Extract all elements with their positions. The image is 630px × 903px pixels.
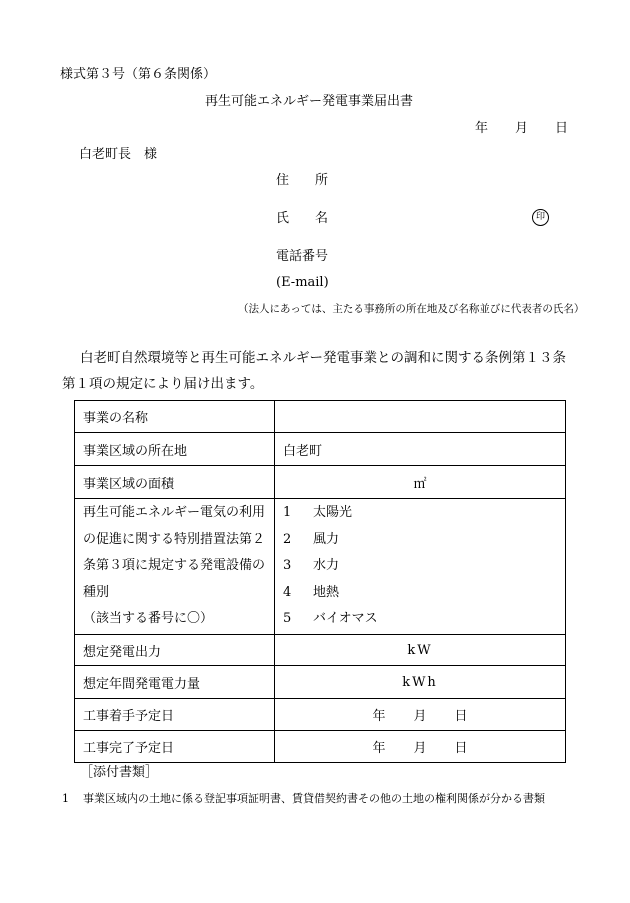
facility-type-label-line: 種別 — [83, 584, 110, 600]
project-name-label: 事業の名称 — [75, 401, 275, 433]
output-label: 想定発電出力 — [75, 635, 275, 666]
end-date-label: 工事完了予定日 — [75, 731, 275, 763]
date-year: 年 — [475, 121, 489, 136]
table-row — [75, 433, 566, 466]
facility-type-label-line: 条第３項に規定する発電設備の — [83, 558, 266, 574]
name-label: 氏 名 — [276, 211, 329, 226]
table-row — [75, 401, 566, 433]
table-row — [75, 666, 566, 699]
notification-table — [74, 400, 566, 763]
output-value[interactable] — [275, 635, 566, 666]
facility-option-hydro[interactable]: 3 水力 — [283, 558, 340, 574]
form-id: 様式第３号（第６条関係） — [60, 67, 217, 82]
output-unit: kW — [407, 642, 433, 658]
facility-type-label — [75, 499, 275, 635]
attachments-heading: ［添付書類］ — [80, 765, 159, 780]
table-row — [75, 466, 566, 499]
facility-type-label-line: （該当する番号に〇） — [83, 611, 214, 627]
phone-label: 電話番号 — [276, 249, 329, 264]
addressee: 白老町長 様 — [79, 147, 158, 162]
project-name-value[interactable] — [275, 401, 566, 433]
facility-type-label-line: 再生可能エネルギー電気の利用 — [83, 505, 266, 521]
table-row — [75, 731, 566, 763]
annual-output-label: 想定年間発電電力量 — [75, 666, 275, 699]
table-row — [75, 635, 566, 666]
start-date-value[interactable]: 年 月 日 — [275, 699, 566, 731]
table-row — [75, 499, 566, 635]
date-month: 月 — [515, 121, 529, 136]
end-date-value[interactable]: 年 月 日 — [275, 731, 566, 763]
body-line-2: 第１項の規定により届け出ます。 — [62, 376, 264, 392]
facility-type-label-line: の促進に関する特別措置法第２ — [83, 531, 266, 547]
facility-option-wind[interactable]: 2 風力 — [283, 531, 340, 547]
area-label: 事業区域の面積 — [75, 466, 275, 499]
page-title: 再生可能エネルギー発電事業届出書 — [205, 94, 414, 109]
annual-output-unit: kWh — [402, 674, 438, 690]
table-row — [75, 699, 566, 731]
attachment-item: 1 事業区域内の土地に係る登記事項証明書、賃貸借契約書その他の土地の権利関係が分かる書類 — [62, 792, 545, 805]
facility-option-biomass[interactable]: 5 バイオマス — [283, 611, 378, 627]
annual-output-value[interactable] — [275, 666, 566, 699]
location-label: 事業区域の所在地 — [75, 433, 275, 466]
area-value[interactable] — [275, 466, 566, 499]
seal-mark: 印 — [532, 209, 549, 226]
address-label: 住 所 — [276, 173, 329, 188]
facility-option-geothermal[interactable]: 4 地熱 — [283, 584, 340, 600]
facility-option-solar[interactable]: 1 太陽光 — [283, 505, 353, 521]
email-label: (E-mail) — [276, 275, 329, 290]
start-date-label: 工事着手予定日 — [75, 699, 275, 731]
location-value[interactable]: 白老町 — [275, 433, 566, 466]
corporation-note: （法人にあっては、主たる事務所の所在地及び名称並びに代表者の氏名） — [238, 303, 585, 315]
facility-type-options — [275, 499, 566, 635]
area-unit: ㎡ — [413, 476, 427, 492]
body-line-1: 白老町自然環境等と再生可能エネルギー発電事業との調和に関する条例第１３条 — [80, 350, 566, 366]
date-day: 日 — [555, 121, 569, 136]
